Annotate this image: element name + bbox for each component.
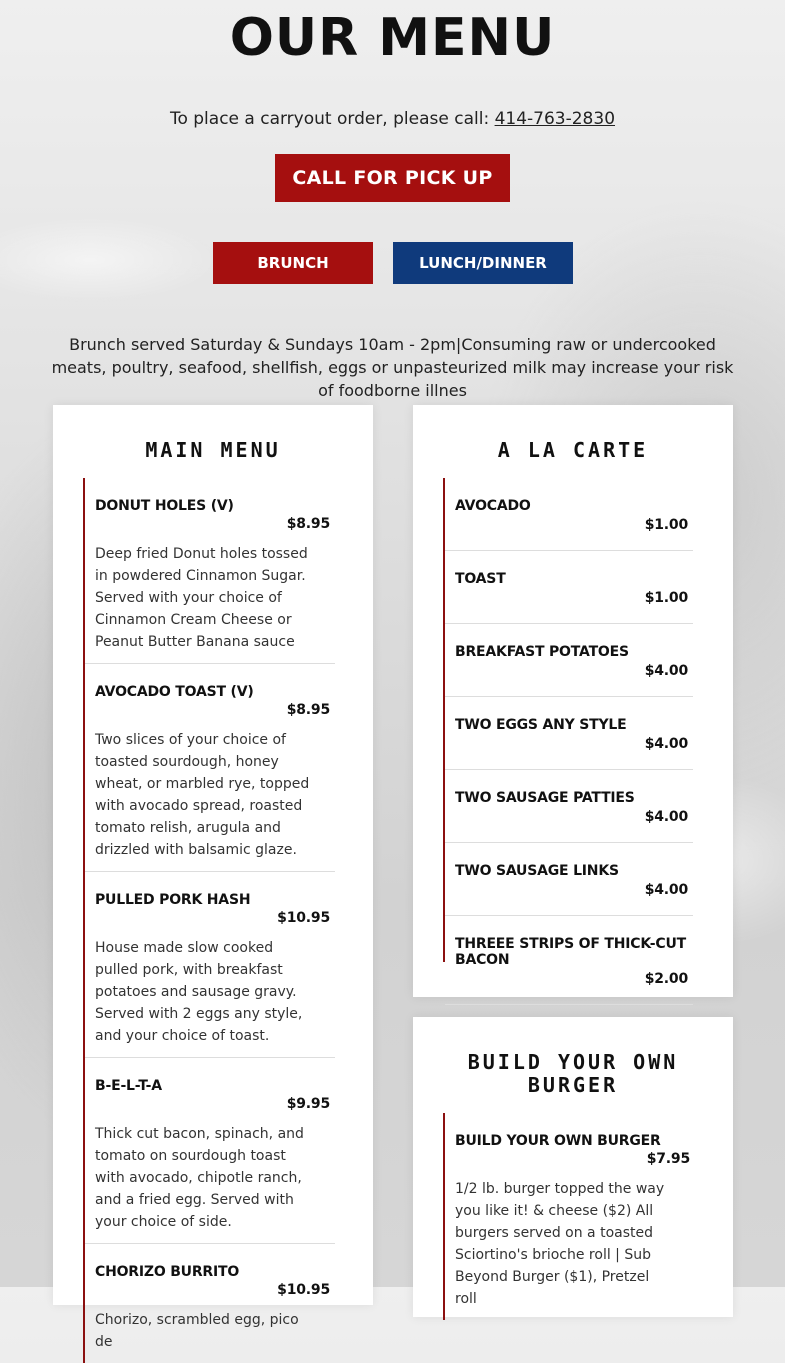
item-price: $1.00	[644, 590, 688, 606]
item-price: $7.95	[646, 1151, 690, 1167]
carryout-text: To place a carryout order, please call:	[169, 109, 490, 129]
item-price: $4.00	[644, 882, 688, 898]
item-name: TWO SAUSAGE LINKS	[455, 863, 619, 879]
item-name: TWO SAUSAGE PATTIES	[455, 790, 635, 806]
item-name: B-E-L-T-A	[95, 1078, 162, 1094]
item-price: $10.95	[277, 1282, 330, 1298]
item-description: House made slow cooked pulled pork, with breakfast potatoes and sausage gravy. Served with 2 eggs any style, and your choice of toast.	[95, 940, 303, 1044]
item-name: THREEE STRIPS OF THICK-CUT BACON	[455, 936, 686, 968]
item-name: AVOCADO	[455, 498, 531, 514]
list-item	[445, 478, 693, 551]
item-description: Chorizo, scrambled egg, pico de	[95, 1312, 299, 1350]
tab-brunch[interactable]: BRUNCH	[213, 242, 373, 284]
item-name: TOAST	[455, 571, 506, 587]
item-price: $10.95	[277, 910, 330, 926]
item-name: BUILD YOUR OWN BURGER	[455, 1133, 661, 1149]
tab-lunch-dinner[interactable]: LUNCH/DINNER	[393, 242, 573, 284]
item-name: PULLED PORK HASH	[95, 892, 251, 908]
item-price: $4.00	[644, 809, 688, 825]
list-item	[445, 843, 693, 916]
a-la-carte-list	[443, 478, 695, 987]
main-menu-list	[83, 478, 335, 1363]
a-la-carte-card	[413, 405, 733, 997]
list-item	[445, 916, 693, 1005]
call-for-pickup-button[interactable]: CALL FOR PICK UP	[275, 154, 510, 202]
item-description: Two slices of your choice of toasted sourdough, honey wheat, or marbled rye, topped with avocado spread, roasted tomato relish, arugula and drizzled with balsamic glaze.	[95, 732, 310, 858]
build-your-own-burger-card	[413, 1017, 733, 1317]
byob-title: BUILD YOUR OWN BURGER	[467, 1050, 679, 1097]
item-price: $4.00	[644, 663, 688, 679]
item-price: $2.00	[644, 971, 688, 987]
item-price: $8.95	[286, 516, 330, 532]
list-item	[85, 1058, 335, 1244]
item-price: $8.95	[286, 702, 330, 718]
a-la-carte-title: A LA CARTE	[497, 438, 649, 462]
list-item	[445, 697, 693, 770]
page-title: OUR MENU	[229, 8, 556, 68]
list-item	[85, 872, 335, 1058]
list-item	[445, 624, 693, 697]
main-menu-title: MAIN MENU	[145, 438, 281, 462]
item-price: $4.00	[644, 736, 688, 752]
item-description: Thick cut bacon, spinach, and tomato on sourdough toast with avocado, chipotle ranch, and a fried egg. Served with your choice of side.	[95, 1126, 304, 1230]
carryout-info	[0, 109, 785, 129]
list-item	[445, 1113, 695, 1320]
list-item	[85, 1244, 335, 1363]
item-name: TWO EGGS ANY STYLE	[455, 717, 627, 733]
item-description: 1/2 lb. burger topped the way you like it! & cheese ($2) All burgers served on a toasted Sciortino's brioche roll | Sub Beyond Burger ($1), Pretzel roll	[455, 1181, 665, 1307]
list-item	[85, 664, 335, 872]
main-menu-card	[53, 405, 373, 1350]
item-name: AVOCADO TOAST (V)	[95, 684, 254, 700]
item-price: $9.95	[286, 1096, 330, 1112]
item-description: Deep fried Donut holes tossed in powdered Cinnamon Sugar. Served with your choice of Cinnamon Cream Cheese or Peanut Butter Banana sauce	[95, 546, 308, 650]
item-name: CHORIZO BURRITO	[95, 1264, 240, 1280]
phone-link[interactable]: 414-763-2830	[494, 109, 616, 129]
item-name: DONUT HOLES (V)	[95, 498, 234, 514]
byob-list	[443, 1113, 695, 1320]
list-item	[445, 551, 693, 624]
list-item	[85, 478, 335, 664]
item-name: BREAKFAST POTATOES	[455, 644, 629, 660]
item-price: $1.00	[644, 517, 688, 533]
list-item	[445, 770, 693, 843]
brunch-notice: Brunch served Saturday & Sundays 10am - 2pm|Consuming raw or undercooked meats, poultry, seafood, shellfish, eggs or unpasteurized milk may increase your risk of foodborne illnes	[51, 335, 734, 400]
